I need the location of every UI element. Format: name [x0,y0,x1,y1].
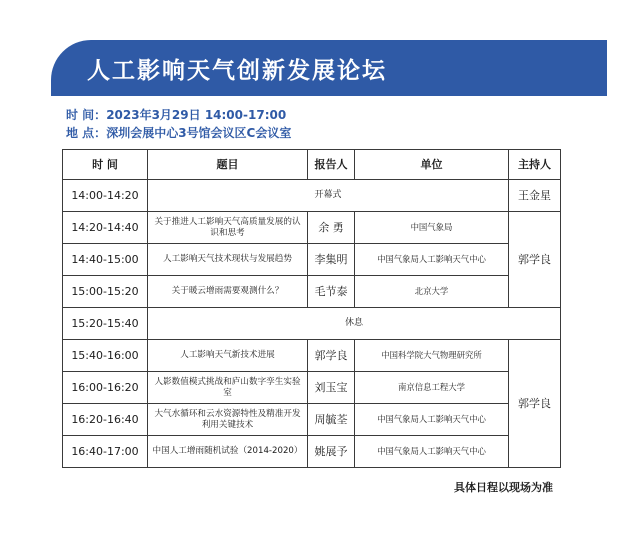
session-time: 15:40-16:00 [63,340,148,372]
topic-cell: 人工影响天气新技术进展 [148,340,308,372]
topic-cell: 人影数值模式挑战和庐山数字孪生实验室 [148,372,308,404]
speaker-cell: 郭学良 [308,340,355,372]
topic-cell: 中国人工增雨随机试验（2014-2020） [148,436,308,468]
place-value: 深圳会展中心3号馆会议区C会议室 [106,126,292,140]
org-cell: 北京大学 [355,276,509,308]
table-row [63,340,561,372]
org-cell: 中国气象局人工影响天气中心 [355,244,509,276]
table-row [63,276,561,308]
session-time: 16:00-16:20 [63,372,148,404]
topic-cell: 关于暖云增雨需要观测什么？ [148,276,308,308]
topic-cell: 关于推进人工影响天气高质量发展的认识和思考 [148,212,308,244]
org-cell: 中国科学院大气物理研究所 [355,340,509,372]
session-time: 16:40-17:00 [63,436,148,468]
schedule-table [62,149,561,468]
place-label: 地 点： [66,126,107,140]
speaker-cell: 余 勇 [308,212,355,244]
host-cell: 郭学良 [509,340,561,468]
table-row [63,436,561,468]
session-time: 15:20-15:40 [63,308,148,340]
session-time: 15:00-15:20 [63,276,148,308]
header-org: 单位 [355,150,509,180]
header-time: 时 间 [63,150,148,180]
session-title: 休息 [148,308,561,340]
speaker-cell: 李集明 [308,244,355,276]
header-speaker: 报告人 [308,150,355,180]
speaker-cell: 毛节泰 [308,276,355,308]
session-time: 14:40-15:00 [63,244,148,276]
schedule-note: 具体日程以现场为准 [454,481,553,494]
speaker-cell: 刘玉宝 [308,372,355,404]
table-header-row [63,150,561,180]
header-host: 主持人 [509,150,561,180]
time-value: 2023年3月29日 14:00-17:00 [106,108,287,122]
session-title: 开幕式 [148,180,509,212]
topic-cell: 人工影响天气技术现状与发展趋势 [148,244,308,276]
topic-cell: 大气水循环和云水资源特性及精准开发利用关键技术 [148,404,308,436]
time-label: 时 间： [66,108,107,122]
speaker-cell: 周毓荃 [308,404,355,436]
table-row [63,308,561,340]
session-time: 16:20-16:40 [63,404,148,436]
session-time: 14:00-14:20 [63,180,148,212]
table-row [63,372,561,404]
org-cell: 南京信息工程大学 [355,372,509,404]
org-cell: 中国气象局人工影响天气中心 [355,436,509,468]
table-row [63,404,561,436]
org-cell: 中国气象局人工影响天气中心 [355,404,509,436]
speaker-cell: 姚展予 [308,436,355,468]
session-time: 14:20-14:40 [63,212,148,244]
org-cell: 中国气象局 [355,212,509,244]
header-topic: 题目 [148,150,308,180]
host-cell: 王金星 [509,180,561,212]
event-time [66,106,286,123]
event-location [66,124,291,141]
title-banner [51,40,607,96]
host-cell: 郭学良 [509,212,561,308]
table-row [63,180,561,212]
table-row [63,212,561,244]
page-title: 人工影响天气创新发展论坛 [87,57,387,84]
table-row [63,244,561,276]
